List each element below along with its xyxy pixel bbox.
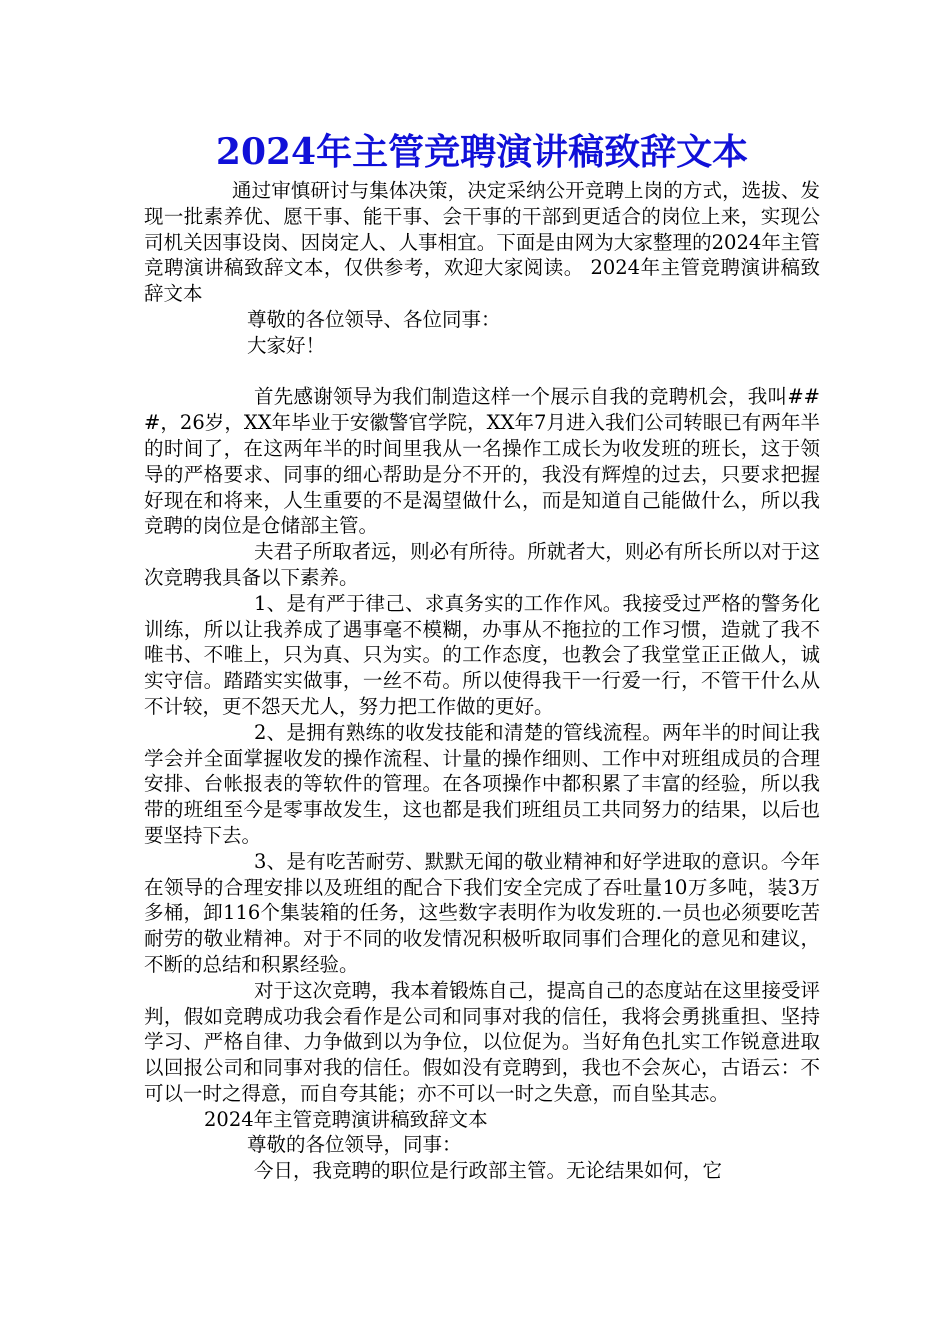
paragraph: 通过审慎研讨与集体决策，决定采纳公开竞聘上岗的方式，选拔、发现一批素养优、愿干事、能干事、会干事的干部到更适合的岗位上来，实现公司机关因事设岗、因岗定人、人事相宜。下面是由网为大家整理的2024年主管竞聘演讲稿致辞文本，仅供参考，欢迎大家阅读。 2024年主管竞聘演讲稿致辞文本 bbox=[144, 179, 820, 306]
paragraph: 首先感谢领导为我们制造这样一个展示自我的竞聘机会，我叫###，26岁，XX年毕业于安徽警官学院，XX年7月进入我们公司转眼已有两年半的时间了，在这两年半的时间里我从一名操作工成长为收发班的班长，这于领导的严格要求、同事的细心帮助是分不开的，我没有辉煌的过去，只要求把握好现在和将来，人生重要的不是渴望做什么，而是知道自己能做什么，所以我竞聘的岗位是仓储部主管。 bbox=[144, 385, 820, 538]
paragraph: 夫君子所取者远，则必有所待。所就者大，则必有所长所以对于这次竞聘我具备以下素养。 bbox=[144, 540, 820, 589]
paragraph: 大家好！ bbox=[247, 333, 326, 357]
document-body bbox=[144, 178, 820, 1184]
paragraph: 3、是有吃苦耐劳、默默无闻的敬业精神和好学进取的意识。今年在领导的合理安排以及班组的配合下我们安全完成了吞吐量10万多吨，装3万多桶，卸116个集装箱的任务，这些数字表明作为收发班的.一员也必须要吃苦耐劳的敬业精神。对于不同的收发情况积极听取同事们合理化的意见和建议，不断的总结和积累经验。 bbox=[144, 849, 820, 976]
paragraph: 尊敬的各位领导、各位同事： bbox=[247, 307, 501, 331]
blank-line bbox=[144, 359, 820, 385]
paragraph: 对于这次竞聘，我本着锻炼自己，提高自己的态度站在这里接受评判，假如竞聘成功我会看作是公司和同事对我的信任，我将会勇挑重担、坚持学习、严格自律、力争做到以为争位，以位促为。当好角色扎实工作锐意进取以回报公司和同事对我的信任。假如没有竞聘到，我也不会灰心，古语云：不可以一时之得意，而自夸其能；亦不可以一时之失意，而自坠其志。 bbox=[144, 978, 820, 1105]
paragraph: 今日，我竞聘的职位是行政部主管。无论结果如何，它 bbox=[254, 1159, 723, 1183]
paragraph: 2、是拥有熟练的收发技能和清楚的管线流程。两年半的时间让我学会并全面掌握收发的操作流程、计量的操作细则、工作中对班组成员的合理安排、台帐报表的等软件的管理。在各项操作中都积累了丰富的经验，所以我带的班组至今是零事故发生，这也都是我们班组员工共同努力的结果，以后也要坚持下去。 bbox=[144, 720, 820, 847]
document-page bbox=[144, 128, 820, 1184]
paragraph: 1、是有严于律己、求真务实的工作作风。我接受过严格的警务化训练，所以让我养成了遇事毫不模糊，办事从不拖拉的工作习惯，造就了我不唯书、不唯上，只为真、只为实。的工作态度，也教会了我堂堂正正做人，诚实守信。踏踏实实做事，一丝不苟。所以使得我干一行爱一行，不管干什么从不计较，更不怨天尤人，努力把工作做的更好。 bbox=[144, 591, 820, 718]
paragraph: 2024年主管竞聘演讲稿致辞文本 bbox=[204, 1107, 488, 1131]
paragraph: 尊敬的各位领导，同事： bbox=[247, 1133, 462, 1157]
document-title: 2024年主管竞聘演讲稿致辞文本 bbox=[215, 131, 749, 173]
